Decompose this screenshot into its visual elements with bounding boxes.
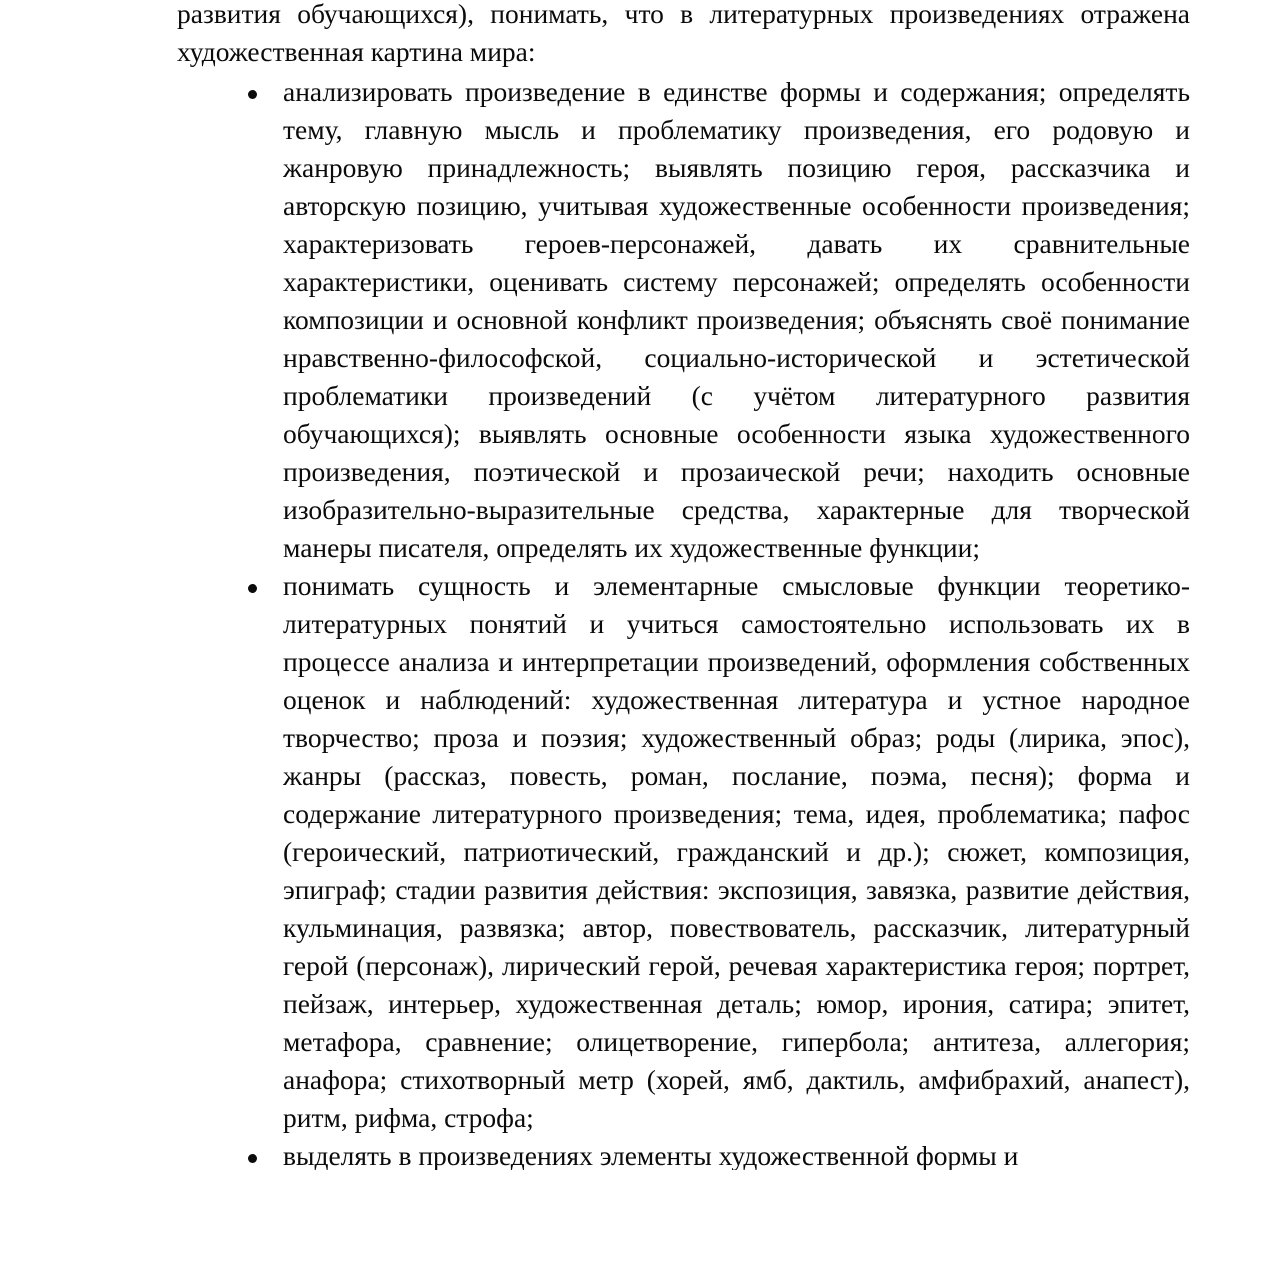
list-item <box>0 73 1280 567</box>
list-item <box>0 567 1280 1137</box>
list-item-text: понимать сущность и элементарные смысловые функции теоретико-литературных понятий и учиться самостоятельно использовать их в процессе анализа и интерпретации произведений, оформления собственных оценок и наблюдений: художественная литература и устное народное творчество; проза и поэзия; художественный образ; роды (лирика, эпос), жанры (рассказ, повесть, роман, послание, поэма, песня); форма и содержание литературного произведения; тема, идея, проблематика; пафос (героический, патриотический, гражданский и др.); сюжет, композиция, эпиграф; стадии развития действия: экспозиция, завязка, развитие действия, кульминация, развязка; автор, повествователь, рассказчик, литературный герой (персонаж), лирический герой, речевая характеристика героя; портрет, пейзаж, интерьер, художественная деталь; юмор, ирония, сатира; эпитет, метафора, сравнение; олицетворение, гипербола; антитеза, аллегория; анафора; стихотворный метр (хорей, ямб, дактиль, амфибрахий, анапест), ритм, рифма, строфа; <box>283 570 1190 1133</box>
bullet-icon <box>247 567 261 605</box>
continued-paragraph: развития обучающихся), понимать, что в литературных произведениях отражена художественная картина мира: <box>177 0 1190 67</box>
bullet-icon <box>247 1137 261 1170</box>
bulleted-list <box>0 73 1280 1170</box>
bullet-icon <box>247 73 261 111</box>
list-item-text: анализировать произведение в единстве формы и содержания; определять тему, главную мысль и проблематику произведения, его родовую и жанровую принадлежность; выявлять позицию героя, рассказчика и авторскую позицию, учитывая художественные особенности произведения; характеризовать героев-персонажей, давать их сравнительные характеристики, оценивать систему персонажей; определять особенности композиции и основной конфликт произведения; объяснять своё понимание нравственно-философской, социально-исторической и эстетической проблематики произведений (с учётом литературного развития обучающихся); выявлять основные особенности языка художественного произведения, поэтической и прозаической речи; находить основные изобразительно-выразительные средства, характерные для творческой манеры писателя, определять их художественные функции; <box>283 76 1190 563</box>
list-item <box>0 1137 1280 1170</box>
list-item-text: выделять в произведениях элементы художественной формы и <box>283 1140 1019 1170</box>
